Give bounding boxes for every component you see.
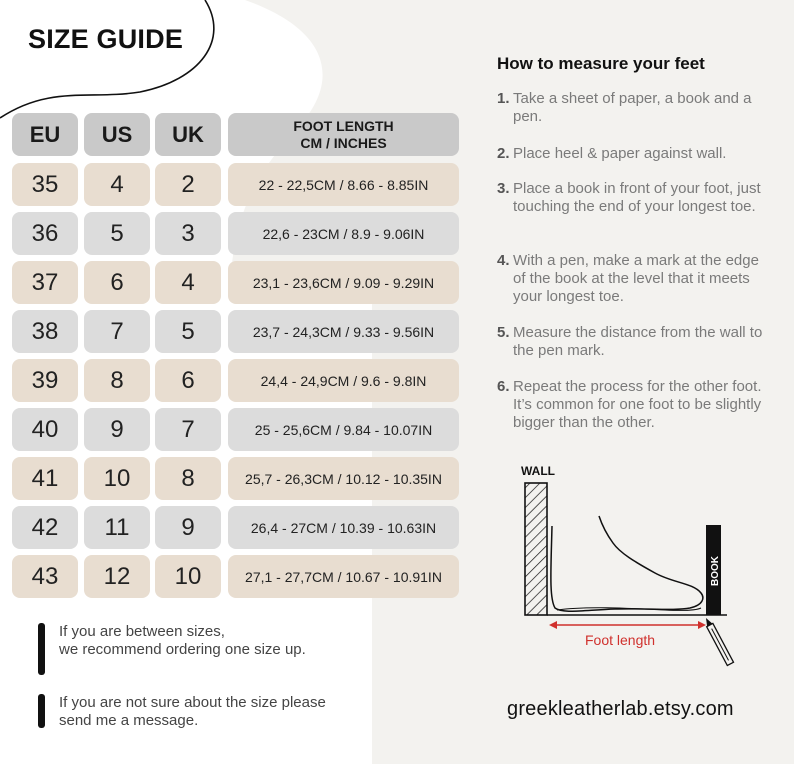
note-bar [38, 694, 45, 728]
foot-length-label: Foot length [585, 632, 656, 648]
step-number: 5. [497, 324, 510, 341]
cell-foot-length: 27,1 - 27,7CM / 10.67 - 10.91IN [228, 555, 459, 598]
cell-foot-length: 23,1 - 23,6CM / 9.09 - 9.29IN [228, 261, 459, 304]
note-line: send me a message. [59, 712, 199, 729]
cell-uk: 10 [155, 555, 221, 598]
how-to-title: How to measure your feet [497, 54, 705, 73]
cell-us: 7 [84, 310, 150, 353]
note-line: If you are between sizes, [59, 623, 225, 640]
header-foot-line1: FOOT LENGTH [293, 117, 394, 134]
cell-eu: 35 [12, 163, 78, 206]
cell-uk: 4 [155, 261, 221, 304]
header-foot-length [228, 113, 459, 156]
pen-icon [703, 616, 734, 665]
note-bar [38, 623, 45, 675]
cell-eu: 37 [12, 261, 78, 304]
cell-eu: 42 [12, 506, 78, 549]
header-eu: EU [12, 113, 78, 156]
step-number: 4. [497, 252, 510, 269]
note-not-sure [59, 694, 326, 730]
wall-label: WALL [521, 464, 555, 478]
page-title: SIZE GUIDE [28, 24, 184, 54]
cell-us: 12 [84, 555, 150, 598]
cell-eu: 39 [12, 359, 78, 402]
cell-foot-length: 22 - 22,5CM / 8.66 - 8.85IN [228, 163, 459, 206]
note-line: If you are not sure about the size please [59, 694, 326, 711]
cell-eu: 41 [12, 457, 78, 500]
cell-eu: 40 [12, 408, 78, 451]
step-text: Repeat the process for the other foot. It’s common for one foot to be slightly bigger than the other. [513, 378, 762, 431]
cell-foot-length: 24,4 - 24,9CM / 9.6 - 9.8IN [228, 359, 459, 402]
shop-url: greekleatherlab.etsy.com [507, 698, 734, 720]
cell-foot-length: 26,4 - 27CM / 10.39 - 10.63IN [228, 506, 459, 549]
cell-eu: 43 [12, 555, 78, 598]
header-us: US [84, 113, 150, 156]
header-foot-line2: CM / INCHES [300, 134, 387, 151]
step-text: With a pen, make a mark at the edge of the book at the level that it meets your longest toe. [513, 252, 759, 305]
cell-uk: 3 [155, 212, 221, 255]
note-line: we recommend ordering one size up. [59, 641, 306, 658]
cell-uk: 5 [155, 310, 221, 353]
arrow-head-left [549, 621, 557, 629]
cell-uk: 6 [155, 359, 221, 402]
cell-uk: 8 [155, 457, 221, 500]
cell-us: 10 [84, 457, 150, 500]
step-number: 2. [497, 145, 510, 162]
cell-eu: 36 [12, 212, 78, 255]
step-number: 6. [497, 378, 510, 395]
step-text: Measure the distance from the wall to the pen mark. [513, 324, 763, 359]
foot-measure-diagram [505, 458, 750, 678]
book-label: BOOK [710, 556, 721, 586]
cell-us: 6 [84, 261, 150, 304]
step-text: Place a book in front of your foot, just touching the end of your longest toe. [513, 180, 761, 215]
cell-foot-length: 25 - 25,6CM / 9.84 - 10.07IN [228, 408, 459, 451]
step-text: Take a sheet of paper, a book and a pen. [513, 90, 752, 125]
cell-foot-length: 22,6 - 23CM / 8.9 - 9.06IN [228, 212, 459, 255]
cell-us: 8 [84, 359, 150, 402]
wall-shape [525, 483, 547, 615]
note-between-sizes [59, 623, 306, 659]
cell-us: 5 [84, 212, 150, 255]
cell-foot-length: 25,7 - 26,3CM / 10.12 - 10.35IN [228, 457, 459, 500]
cell-us: 9 [84, 408, 150, 451]
cell-us: 11 [84, 506, 150, 549]
step-1 [497, 90, 767, 126]
step-5 [497, 324, 767, 360]
cell-uk: 9 [155, 506, 221, 549]
cell-uk: 7 [155, 408, 221, 451]
header-uk: UK [155, 113, 221, 156]
arrow-head-right [698, 621, 706, 629]
step-3 [497, 180, 767, 216]
cell-eu: 38 [12, 310, 78, 353]
step-number: 3. [497, 180, 510, 197]
step-2 [497, 145, 767, 163]
step-4 [497, 252, 767, 306]
cell-foot-length: 23,7 - 24,3CM / 9.33 - 9.56IN [228, 310, 459, 353]
step-number: 1. [497, 90, 510, 107]
step-6 [497, 378, 767, 432]
step-text: Place heel & paper against wall. [513, 145, 727, 162]
cell-us: 4 [84, 163, 150, 206]
cell-uk: 2 [155, 163, 221, 206]
foot-outline [551, 516, 703, 611]
